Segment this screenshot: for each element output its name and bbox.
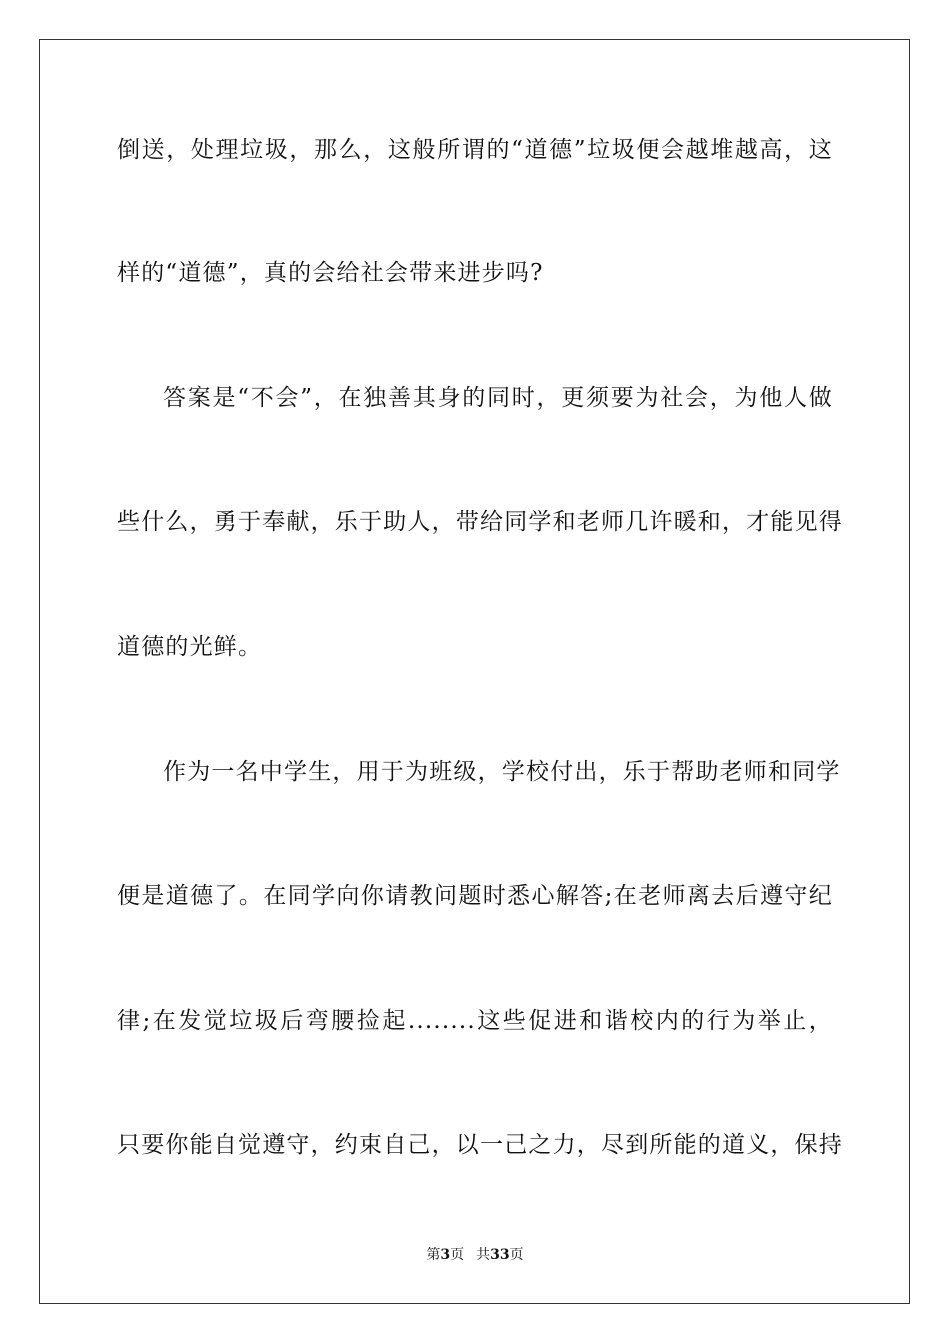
text-line: 倒送，处理垃圾，那么，这般所谓的“道德”垃圾便会越堆越高，这	[117, 137, 833, 163]
total-unit: 页	[509, 1247, 524, 1263]
page-unit: 页	[450, 1247, 465, 1263]
paragraph-start-line: 答案是“不会”，在独善其身的同时，更须要为社会，为他人做	[163, 385, 833, 411]
page-prefix: 第	[426, 1247, 441, 1263]
text-line: 道德的光鲜。	[117, 634, 263, 660]
paragraph-start-line: 作为一名中学生，用于为班级，学校付出，乐于帮助老师和同学	[163, 759, 841, 785]
text-line: 律;在发觉垃圾后弯腰捡起........这些促进和谐校内的行为举止，	[117, 1008, 833, 1034]
page-footer	[0, 1246, 950, 1264]
text-line: 样的“道德”，真的会给社会带来进步吗?	[117, 260, 544, 286]
total-prefix: 共	[476, 1247, 491, 1263]
text-line: 些什么，勇于奉献，乐于助人，带给同学和老师几许暖和，才能见得	[117, 509, 843, 535]
text-line: 只要你能自觉遵守，约束自己，以一己之力，尽到所能的道义，保持	[117, 1132, 843, 1158]
total-pages: 33	[490, 1247, 510, 1263]
page-number: 3	[440, 1247, 451, 1263]
text-line: 便是道德了。在同学向你请教问题时悉心解答;在老师离去后遵守纪	[117, 883, 833, 909]
page-border	[39, 39, 910, 1304]
